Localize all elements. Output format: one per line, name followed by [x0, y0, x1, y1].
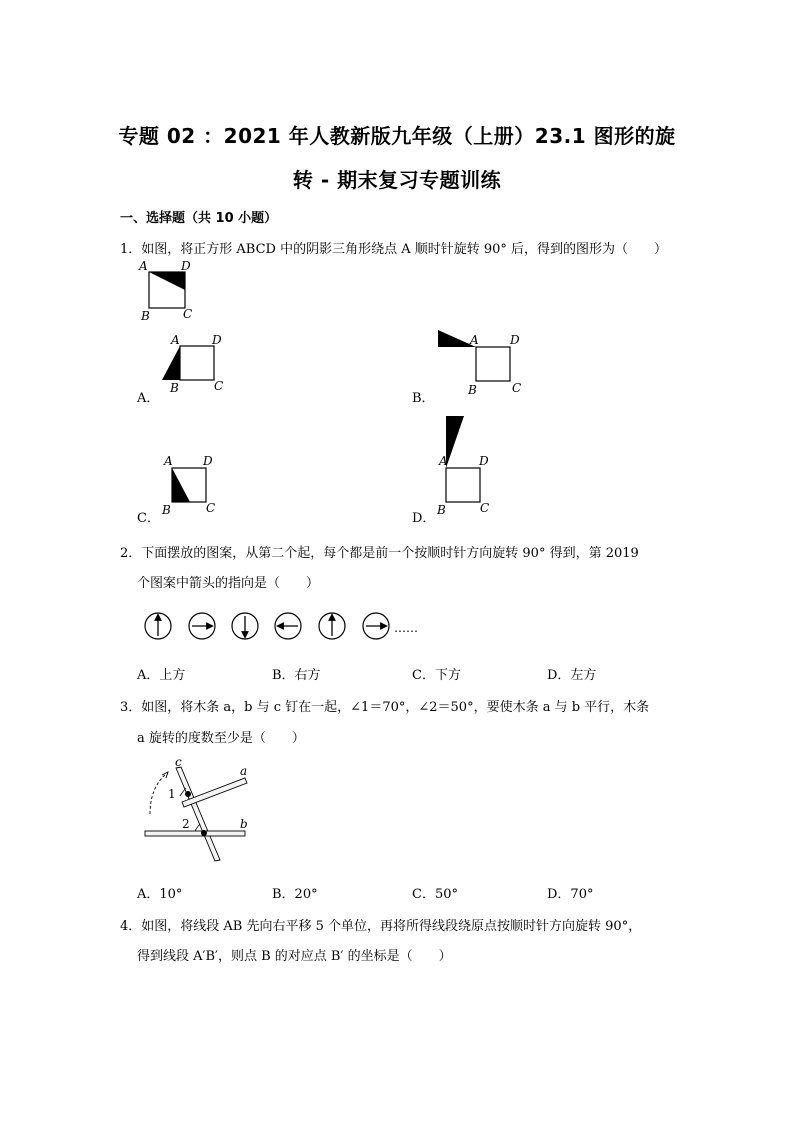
strip-b-label: b: [240, 817, 248, 831]
q1-c-label-d: D: [203, 454, 213, 468]
page-title-line1: 专题 02 ：2021 年人教新版九年级（上册）23.1 图形的旋: [118, 124, 676, 148]
q1-d-label-d: D: [479, 454, 489, 468]
q1-option-d-label[interactable]: D．: [412, 511, 436, 526]
q1-option-d-figure[interactable]: [436, 416, 489, 517]
q2-option-c[interactable]: C．下方: [412, 668, 461, 683]
question-4-text-line2: 得到线段 A′B′，则点 B 的对应点 B′ 的坐标是（ ）: [137, 949, 452, 964]
q2-option-d[interactable]: D．左方: [547, 668, 597, 683]
q1-c-label-c: C: [206, 501, 216, 515]
question-2-text-line1: 2．下面摆放的图案，从第二个起，每个都是前一个按顺时针方向旋转 90° 得到，第 2019: [120, 546, 639, 561]
strip-a-label: a: [240, 764, 248, 778]
angle-1-mark: [180, 788, 186, 796]
q1-d-label-a: A: [439, 454, 448, 468]
arrow-circle-right-icon: [363, 613, 389, 639]
wood-strip-c: [176, 767, 220, 861]
arrow-circle-left-icon: [275, 613, 301, 639]
q1-a-label-d: D: [212, 333, 222, 347]
angle-2-mark: [195, 824, 200, 831]
q1-b-label-c: C: [512, 381, 522, 395]
q1-option-b-label[interactable]: B．: [412, 391, 435, 406]
pattern-ellipsis: ……: [394, 621, 418, 635]
q1-option-b-figure[interactable]: [438, 330, 521, 397]
q3-option-d[interactable]: D．70°: [547, 887, 594, 902]
q1-a-label-c: C: [214, 379, 224, 393]
question-4-text-line1: 4．如图，将线段 AB 先向右平移 5 个单位，再将所得线段绕原点按顺时针方向旋转 90°，: [120, 919, 642, 934]
question-3-text-line1: 3．如图，将木条 a，b 与 c 钉在一起，∠1＝70°，∠2＝50°，要使木条 a 与 b 平行，木条: [120, 700, 650, 715]
rotation-arc: [150, 774, 166, 814]
q1-label-b: B: [141, 309, 150, 323]
q1-main-figure: [138, 259, 192, 323]
q1-a-label-b: B: [170, 381, 179, 395]
q1-c-label-b: B: [162, 503, 171, 517]
q1-label-d: D: [181, 259, 191, 273]
q1-option-a-figure[interactable]: [162, 333, 223, 395]
q1-option-c-figure[interactable]: [161, 454, 215, 517]
q3-option-a[interactable]: A．10°: [137, 887, 183, 902]
q1-b-label-d: D: [510, 333, 520, 347]
q1-b-label-a: A: [470, 333, 479, 347]
question-1-text: 1．如图，将正方形 ABCD 中的阴影三角形绕点 A 顺时针旋转 90° 后，得到的图形为（ ）: [120, 242, 668, 257]
q1-option-c-label[interactable]: C．: [137, 511, 160, 526]
arrow-circle-up-icon: [319, 613, 345, 639]
q1-option-a-label[interactable]: A．: [137, 391, 160, 406]
question-3-text-line2: a 旋转的度数至少是（ ）: [137, 731, 305, 746]
angle-1-label: 1: [168, 787, 176, 801]
wood-strip-b: [145, 831, 245, 836]
q3-option-c[interactable]: C．50°: [412, 887, 458, 902]
q1-c-label-a: A: [164, 454, 173, 468]
question-2-text-line2: 个图案中箭头的指向是（ ）: [137, 576, 320, 591]
section-heading: 一、选择题（共 10 小题）: [120, 211, 278, 226]
q1-a-label-a: A: [171, 333, 180, 347]
question-2-arrow-pattern: [140, 608, 440, 644]
angle-2-label: 2: [182, 817, 190, 831]
q2-option-a[interactable]: A．上方: [137, 668, 186, 683]
arrow-circle-up-icon: [145, 613, 171, 639]
q1-label-a: A: [139, 259, 148, 273]
q2-option-b[interactable]: B．右方: [272, 668, 321, 683]
q1-label-c: C: [183, 307, 193, 321]
page-title-line2: 转 - 期末复习专题训练: [292, 168, 502, 192]
arrow-circle-down-icon: [232, 613, 258, 639]
q3-option-b[interactable]: B．20°: [272, 887, 318, 902]
q1-d-label-c: C: [480, 501, 490, 515]
arrow-circle-right-icon: [189, 613, 215, 639]
nail-dot: [185, 791, 191, 797]
q1-d-label-b: B: [437, 503, 446, 517]
question-3-wood-strips-figure: [140, 756, 270, 868]
strip-c-label: c: [175, 756, 182, 769]
q1-b-label-b: B: [468, 383, 477, 397]
nail-dot: [201, 830, 207, 836]
